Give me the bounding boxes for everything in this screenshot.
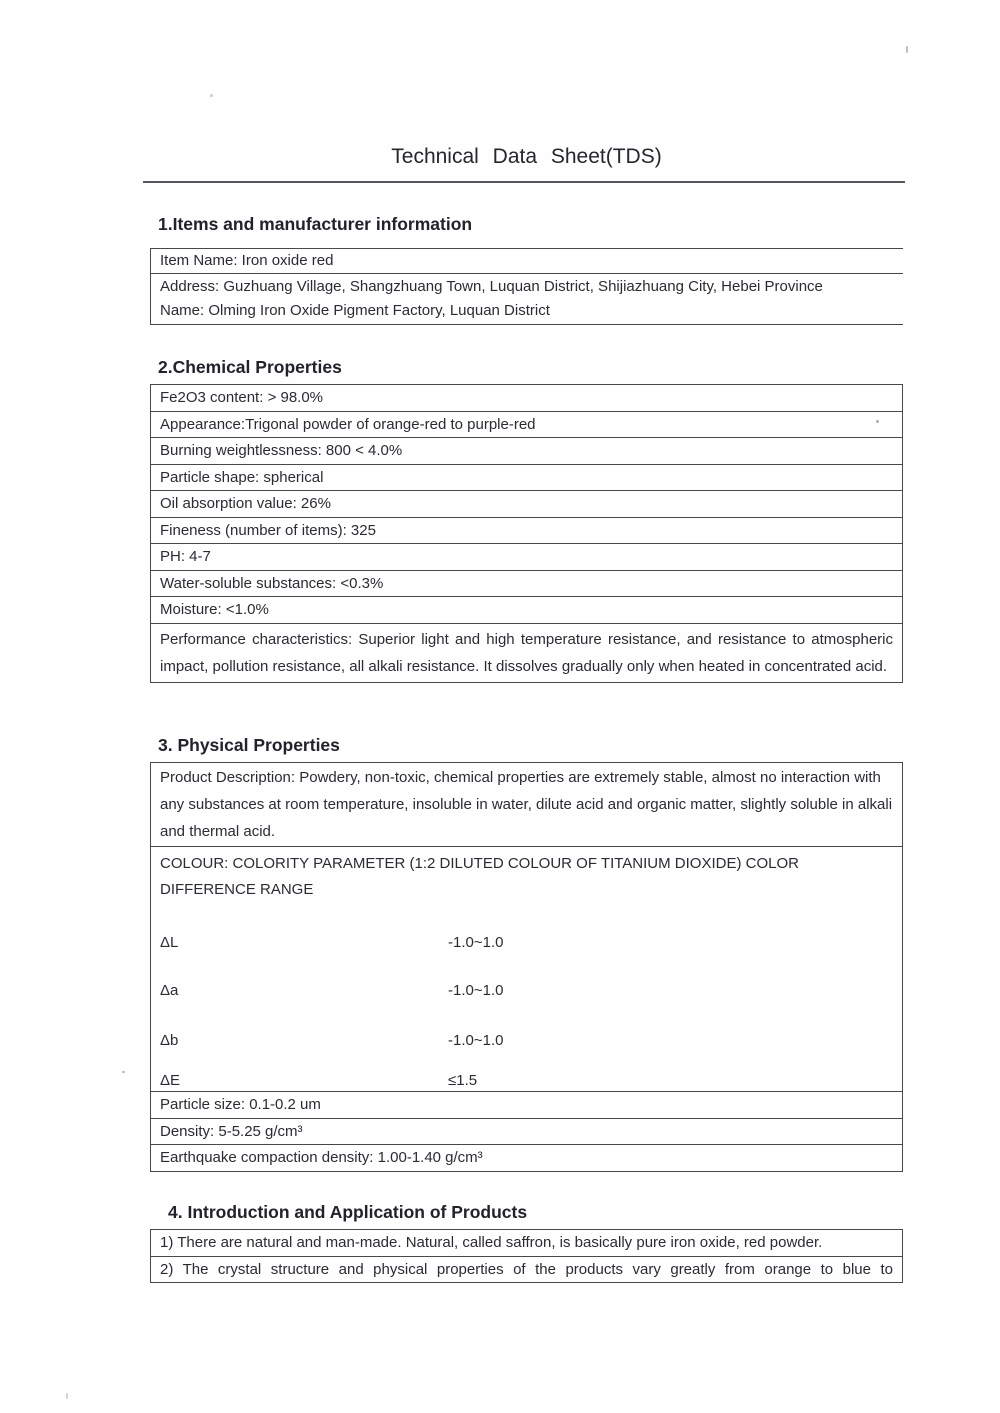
- section-heading-chemical: 2.Chemical Properties: [158, 357, 342, 377]
- document-title: Technical Data Sheet(TDS): [391, 145, 662, 168]
- scan-speck: [906, 46, 908, 53]
- delta-label: Δb: [160, 1032, 179, 1049]
- table-row: 2) The crystal structure and physical properties of the products vary greatly from orange to blue to: [151, 1256, 902, 1283]
- table-row: Particle shape: spherical: [151, 464, 902, 491]
- factory-name-line: Name: Olming Iron Oxide Pigment Factory, Luquan District: [160, 302, 550, 319]
- delta-row: [151, 980, 902, 1002]
- performance-characteristics-row: Performance characteristics: Superior light and high temperature resistance, and resistance to atmospheric impact, pollution resistance, all alkali resistance. It dissolves gradually only when heated in concentrated acid.: [151, 623, 902, 682]
- address-line: Address: Guzhuang Village, Shangzhuang Town, Luquan District, Shijiazhuang City, Hebei Province: [160, 278, 823, 295]
- introduction-table: [150, 1229, 903, 1283]
- table-row: Density: 5-5.25 g/cm³: [151, 1118, 902, 1145]
- delta-value: -1.0~1.0: [448, 934, 504, 951]
- table-row: Fe2O3 content: > 98.0%: [160, 389, 324, 406]
- table-row: Particle size: 0.1-0.2 um: [151, 1091, 902, 1118]
- chemical-properties-table: [150, 384, 903, 683]
- delta-label: Δa: [160, 982, 179, 999]
- scan-speck: [876, 420, 879, 423]
- table-row: PH: 4-7: [151, 543, 902, 570]
- delta-row: [151, 1030, 902, 1052]
- delta-value: -1.0~1.0: [448, 1032, 504, 1049]
- scan-speck: [210, 94, 213, 97]
- items-table: [150, 248, 903, 325]
- product-description-row: Product Description: Powdery, non-toxic, chemical properties are extremely stable, almost no interaction with any substances at room temperature, insoluble in water, dilute acid and organic matter, slightly soluble in alkali and thermal acid.: [160, 769, 893, 840]
- section-heading-items: 1.Items and manufacturer information: [158, 214, 473, 234]
- colour-parameter-header: COLOUR: COLORITY PARAMETER (1:2 DILUTED COLOUR OF TITANIUM DIOXIDE) COLOR DIFFERENCE RANGE: [160, 855, 799, 898]
- table-row: Fineness (number of items): 325: [151, 517, 902, 544]
- delta-value: ≤1.5: [448, 1072, 478, 1089]
- table-row: Item Name: Iron oxide red: [160, 252, 334, 269]
- title-divider-line: [143, 181, 905, 183]
- table-row: Earthquake compaction density: 1.00-1.40 g/cm³: [151, 1144, 902, 1171]
- delta-row: [151, 1070, 902, 1092]
- table-row: 1) There are natural and man-made. Natural, called saffron, is basically pure iron oxide, red powder.: [160, 1234, 823, 1251]
- table-row: [151, 273, 903, 324]
- table-row: Appearance:Trigonal powder of orange-red to purple-red: [151, 411, 902, 438]
- scan-speck: [66, 1393, 68, 1399]
- section-heading-physical: 3. Physical Properties: [158, 735, 340, 755]
- physical-properties-table: [150, 762, 903, 1172]
- delta-value: -1.0~1.0: [448, 982, 504, 999]
- table-row: Burning weightlessness: 800 < 4.0%: [151, 437, 902, 464]
- section-heading-introduction: 4. Introduction and Application of Products: [168, 1202, 528, 1222]
- scan-speck: [122, 1071, 125, 1073]
- delta-label: ΔE: [160, 1072, 181, 1089]
- delta-row: [151, 932, 902, 954]
- delta-label: ΔL: [160, 934, 179, 951]
- table-row: Oil absorption value: 26%: [151, 490, 902, 517]
- table-row: Water-soluble substances: <0.3%: [151, 570, 902, 597]
- table-row: Moisture: <1.0%: [151, 596, 902, 623]
- colour-parameter-cell: [151, 846, 902, 1091]
